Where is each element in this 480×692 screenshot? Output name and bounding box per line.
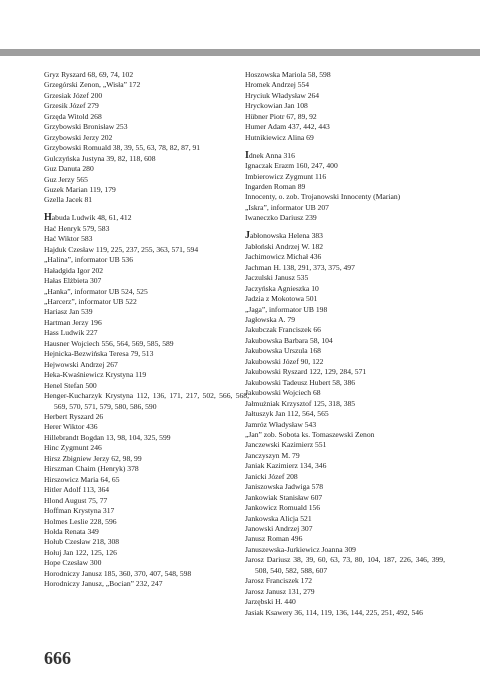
index-entry	[44, 349, 249, 359]
index-entry-text: Henel Stefan 500	[44, 380, 97, 390]
index-entry	[245, 192, 445, 202]
index-entry	[245, 545, 445, 555]
index-entry	[245, 101, 445, 111]
index-entry	[44, 133, 249, 143]
index-entry	[44, 276, 249, 286]
index-entry-text: Guz Danuta 280	[44, 164, 94, 174]
index-entry	[245, 122, 445, 132]
index-entry-text: Grzesik Józef 279	[44, 101, 99, 111]
index-entry	[245, 587, 445, 597]
index-entry	[245, 91, 445, 101]
index-entry	[44, 537, 249, 547]
index-entry	[44, 287, 249, 297]
index-entry-text: Janusz Roman 496	[245, 534, 303, 544]
index-entry-text: Hejnicka-Bezwińska Teresa 79, 513	[44, 349, 154, 359]
index-entry	[245, 472, 445, 482]
index-entry-text: Hutnikiewicz Alina 69	[245, 132, 314, 142]
index-entry	[245, 325, 445, 335]
index-entry	[44, 245, 249, 255]
index-entry	[44, 485, 249, 495]
index-entry	[245, 182, 445, 192]
index-entry-text: Jagłowska A. 79	[245, 314, 295, 324]
index-entry	[245, 112, 445, 122]
index-entry	[245, 252, 445, 262]
index-entry	[44, 454, 249, 464]
index-entry-text: Hitler Adolf 113, 364	[44, 485, 110, 495]
index-entry	[245, 80, 445, 90]
index-entry-text: Hejwowski Andrzej 267	[44, 359, 118, 369]
index-entry	[245, 263, 445, 273]
index-entry-text: Janczewski Kazimierz 551	[245, 440, 327, 450]
index-entry	[44, 517, 249, 527]
index-entry-text: „Jaga”, informator UB 198	[245, 304, 328, 314]
index-entry	[245, 608, 445, 618]
index-entry	[245, 70, 445, 80]
index-entry-text: „Halina”, informator UB 536	[44, 255, 133, 265]
index-entry	[44, 506, 249, 516]
index-entry-text: Hoszowska Mariola 58, 598	[245, 70, 331, 79]
index-entry	[44, 391, 249, 412]
index-entry-text: Jabłoński Andrzej W. 182	[245, 241, 324, 251]
index-entry	[245, 399, 445, 409]
index-entry-text: Hariasz Jan 539	[44, 307, 93, 317]
index-entry-text: Iwaneczko Dariusz 239	[245, 213, 317, 223]
index-entry	[44, 433, 249, 443]
index-entry	[245, 242, 445, 252]
index-entry-text: Hirszowicz Maria 64, 65	[44, 474, 120, 484]
index-entry-text: dnek Anna 316	[248, 150, 295, 160]
index-entry	[245, 451, 445, 461]
index-entry-text: „Hanka”, informator UB 524, 525	[44, 286, 148, 296]
index-entry-text: Humer Adam 437, 442, 443	[245, 122, 330, 132]
index-entry	[245, 284, 445, 294]
index-entry-text: abuda Ludwik 48, 61, 412	[51, 213, 132, 223]
index-entry-text: „Jan” zob. Sobota ks. Tomaszewski Zenon	[245, 429, 375, 439]
index-entry	[245, 203, 445, 213]
index-entry-text: Jakubowski Józef 90, 122	[245, 356, 324, 366]
index-entry-text: Jałmużniak Krzysztof 125, 318, 385	[245, 398, 356, 408]
index-entry	[245, 172, 445, 182]
index-entry	[245, 440, 445, 450]
index-entry-text: Imbierowicz Zygmunt 116	[245, 171, 327, 181]
index-entry	[245, 461, 445, 471]
index-entry-text: Jadzia z Mokotowa 501	[245, 294, 318, 304]
index-entry-text: Gryz Ryszard 68, 69, 74, 102	[44, 70, 134, 79]
index-entry-text: Hinc Zygmunt 246	[44, 443, 102, 453]
index-entry	[44, 443, 249, 453]
index-entry-text: Hirszman Chaim (Henryk) 378	[44, 464, 139, 474]
index-entry-text: Janiszowska Jadwiga 578	[245, 482, 324, 492]
index-entry	[44, 496, 249, 506]
index-entry-text: Ingarden Roman 89	[245, 182, 306, 192]
index-entry	[44, 143, 249, 153]
index-entry-text: Hope Czesław 300	[44, 558, 102, 568]
index-entry-text: Holmes Leslie 228, 596	[44, 516, 117, 526]
page-number: 666	[44, 648, 71, 668]
index-column-right	[245, 70, 445, 618]
index-entry	[245, 315, 445, 325]
index-entry-text: Jarosz Janusz 131, 279	[245, 586, 315, 596]
index-entry-text: Jankowska Alicja 521	[245, 513, 312, 523]
section-letter: H	[44, 212, 52, 224]
header-rule	[0, 49, 480, 56]
index-entry-text: Hromek Andrzej 554	[245, 80, 310, 90]
index-entry-text: Jałtuszyk Jan 112, 564, 565	[245, 409, 329, 419]
index-entry	[245, 388, 445, 398]
index-entry-text: Hać Henryk 579, 583	[44, 223, 110, 233]
index-entry-text: Grzybowski Romuald 38, 39, 55, 63, 78, 82, 87, 91	[44, 143, 201, 153]
index-entry-text: Ignaczak Erazm 160, 247, 400	[245, 161, 338, 171]
index-entry	[245, 161, 445, 171]
index-entry-text: Janicki Józef 208	[245, 471, 298, 481]
index-entry-text: Innocenty, o. zob. Trojanowski Innocenty (Marian)	[245, 192, 401, 202]
index-entry-text: Hartman Jerzy 196	[44, 317, 102, 327]
index-entry-text: Horodniczy Janusz 185, 360, 370, 407, 548, 598	[44, 568, 192, 578]
index-entry	[44, 164, 249, 174]
index-column-left	[44, 70, 249, 590]
index-entry	[245, 305, 445, 315]
index-entry	[245, 576, 445, 586]
index-entry	[245, 493, 445, 503]
index-entry-text: Hajduk Czesław 119, 225, 237, 255, 363, 571, 594	[44, 244, 199, 254]
index-entry	[245, 409, 445, 419]
index-entry	[245, 524, 445, 534]
index-entry	[44, 381, 249, 391]
index-entry-text: „Iskra”, informator UB 207	[245, 202, 329, 212]
index-entry	[44, 185, 249, 195]
index-entry-text: Januszewska-Jurkiewicz Joanna 309	[245, 544, 356, 554]
index-entry-text: „Harcerz”, informator UB 522	[44, 297, 137, 307]
index-entry-text: Herer Wiktor 436	[44, 422, 98, 432]
index-entry	[245, 534, 445, 544]
index-entry-text: Grzesiak Józef 200	[44, 90, 103, 100]
index-entry	[44, 224, 249, 234]
index-entry-text: Janczyszyn M. 79	[245, 450, 300, 460]
index-entry-text: Jankowiak Stanisław 607	[245, 492, 323, 502]
section-letter: J	[245, 230, 250, 242]
index-entry-text: Janowski Andrzej 307	[245, 524, 313, 534]
index-entry-text: Jankowicz Romuald 156	[245, 503, 321, 513]
index-entry	[44, 122, 249, 132]
index-entry-text: Hlond August 75, 77	[44, 495, 108, 505]
index-entry-text: Henger-Kucharzyk Krystyna 112, 136, 171, 217, 502, 566, 568, 569, 570, 571, 579, 580, 586, 590	[44, 391, 249, 411]
index-entry	[245, 367, 445, 377]
index-entry-text: Jakubowski Ryszard 122, 129, 284, 571	[245, 367, 367, 377]
index-entry	[44, 195, 249, 205]
index-entry	[44, 475, 249, 485]
index-entry-text: Jakubczak Franciszek 66	[245, 325, 321, 335]
index-entry	[245, 213, 445, 223]
index-entry-text: Jaczulski Janusz 535	[245, 273, 309, 283]
index-entry-text: Hołuj Jan 122, 125, 126	[44, 547, 117, 557]
index-entry	[44, 318, 249, 328]
index-entry-text: Guz Jerzy 565	[44, 174, 88, 184]
index-entry-text: Jarzębski H. 440	[245, 597, 296, 607]
index-entry-text: Hryckowian Jan 108	[245, 101, 308, 111]
index-entry-text: Jaczyńska Agnieszka 10	[245, 283, 319, 293]
index-entry-text: Jakubowski Tadeusz Hubert 58, 386	[245, 377, 356, 387]
index-entry	[44, 360, 249, 370]
index-entry-text: Jachimowicz Michał 436	[245, 252, 322, 262]
index-entry-text: Herbert Ryszard 26	[44, 412, 104, 421]
index-entry	[44, 101, 249, 111]
index-entry	[245, 231, 445, 241]
index-entry	[245, 346, 445, 356]
index-entry	[44, 112, 249, 122]
index-entry-text: Jakubowski Wojciech 68	[245, 388, 321, 398]
index-entry	[245, 151, 445, 161]
index-entry-text: Hryciuk Władysław 264	[245, 90, 320, 100]
index-entry-text: Janiak Kazimierz 134, 346	[245, 461, 327, 471]
index-entry-text: Grzybowski Jerzy 202	[44, 132, 113, 142]
section-letter: I	[245, 149, 249, 161]
index-entry	[44, 154, 249, 164]
index-entry	[44, 80, 249, 90]
index-entry	[44, 297, 249, 307]
index-entry-text: Hać Wiktor 583	[44, 234, 93, 244]
index-entry-text: Guzek Marian 119, 179	[44, 184, 116, 194]
index-entry-text: Hoffman Krystyna 317	[44, 506, 115, 516]
index-entry	[44, 548, 249, 558]
index-entry-text: Heka-Kwaśniewicz Krystyna 119	[44, 370, 147, 380]
index-entry	[44, 579, 249, 589]
index-entry	[44, 255, 249, 265]
index-entry-text: Gzella Jacek 81	[44, 195, 93, 205]
index-entry	[44, 70, 249, 80]
index-entry	[44, 175, 249, 185]
index-entry-text: Haładgida Igor 202	[44, 265, 104, 275]
index-entry	[245, 378, 445, 388]
index-entry-text: Hołub Czesław 218, 308	[44, 537, 120, 547]
index-entry	[44, 266, 249, 276]
index-entry	[245, 482, 445, 492]
index-entry-text: Jasiak Ksawery 36, 114, 119, 136, 144, 225, 251, 492, 546	[245, 607, 423, 617]
index-entry-text: Jachman H. 138, 291, 373, 375, 497	[245, 262, 355, 272]
index-entry-text: Hirsz Zbigniew Jerzy 62, 98, 99	[44, 453, 142, 463]
index-entry	[44, 213, 249, 223]
index-entry-text: Jakubowska Urszula 168	[245, 346, 321, 356]
index-entry	[245, 430, 445, 440]
index-entry	[44, 328, 249, 338]
index-entry	[44, 91, 249, 101]
index-entry	[245, 336, 445, 346]
index-entry-text: abłonowska Helena 383	[250, 231, 323, 241]
index-entry	[44, 558, 249, 568]
index-entry	[44, 569, 249, 579]
index-entry-text: Jarosz Dariusz 38, 39, 60, 63, 73, 80, 104, 187, 226, 346, 399, 508, 540, 582, 588, 607	[245, 555, 445, 575]
index-entry	[245, 273, 445, 283]
index-entry	[44, 422, 249, 432]
index-entry	[245, 555, 445, 576]
index-entry-text: Grzęda Witold 268	[44, 111, 102, 121]
index-entry-text: Grzegórski Zenon, „Wisła” 172	[44, 80, 141, 90]
index-entry	[44, 307, 249, 317]
index-entry	[245, 597, 445, 607]
index-entry	[44, 464, 249, 474]
index-entry	[44, 234, 249, 244]
index-entry-text: Horodniczy Janusz, „Bocian” 232, 247	[44, 579, 163, 589]
index-entry	[245, 133, 445, 143]
index-entry-text: Jamróz Władysław 543	[245, 419, 317, 429]
index-entry-text: Hübner Piotr 67, 89, 92	[245, 111, 317, 121]
index-entry	[44, 412, 249, 422]
index-entry-text: Hołda Renata 349	[44, 526, 99, 536]
index-entry	[245, 420, 445, 430]
index-entry-text: Grzybowski Bronisław 253	[44, 122, 128, 132]
index-entry-text: Hillebrandt Bogdan 13, 98, 104, 325, 599	[44, 432, 171, 442]
index-entry	[245, 357, 445, 367]
index-entry	[245, 503, 445, 513]
index-entry	[44, 339, 249, 349]
index-entry	[245, 294, 445, 304]
index-entry	[245, 514, 445, 524]
index-entry	[44, 527, 249, 537]
index-entry-text: Gulczyńska Justyna 39, 82, 118, 608	[44, 153, 156, 163]
index-entry-text: Jarosz Franciszek 172	[245, 576, 313, 586]
index-entry-text: Jakubowska Barbara 58, 104	[245, 335, 333, 345]
index-entry-text: Hałas Elżbieta 307	[44, 276, 102, 286]
index-entry-text: Hausner Wojciech 556, 564, 569, 585, 589	[44, 338, 174, 348]
index-entry	[44, 370, 249, 380]
index-entry-text: Hass Ludwik 227	[44, 328, 98, 338]
